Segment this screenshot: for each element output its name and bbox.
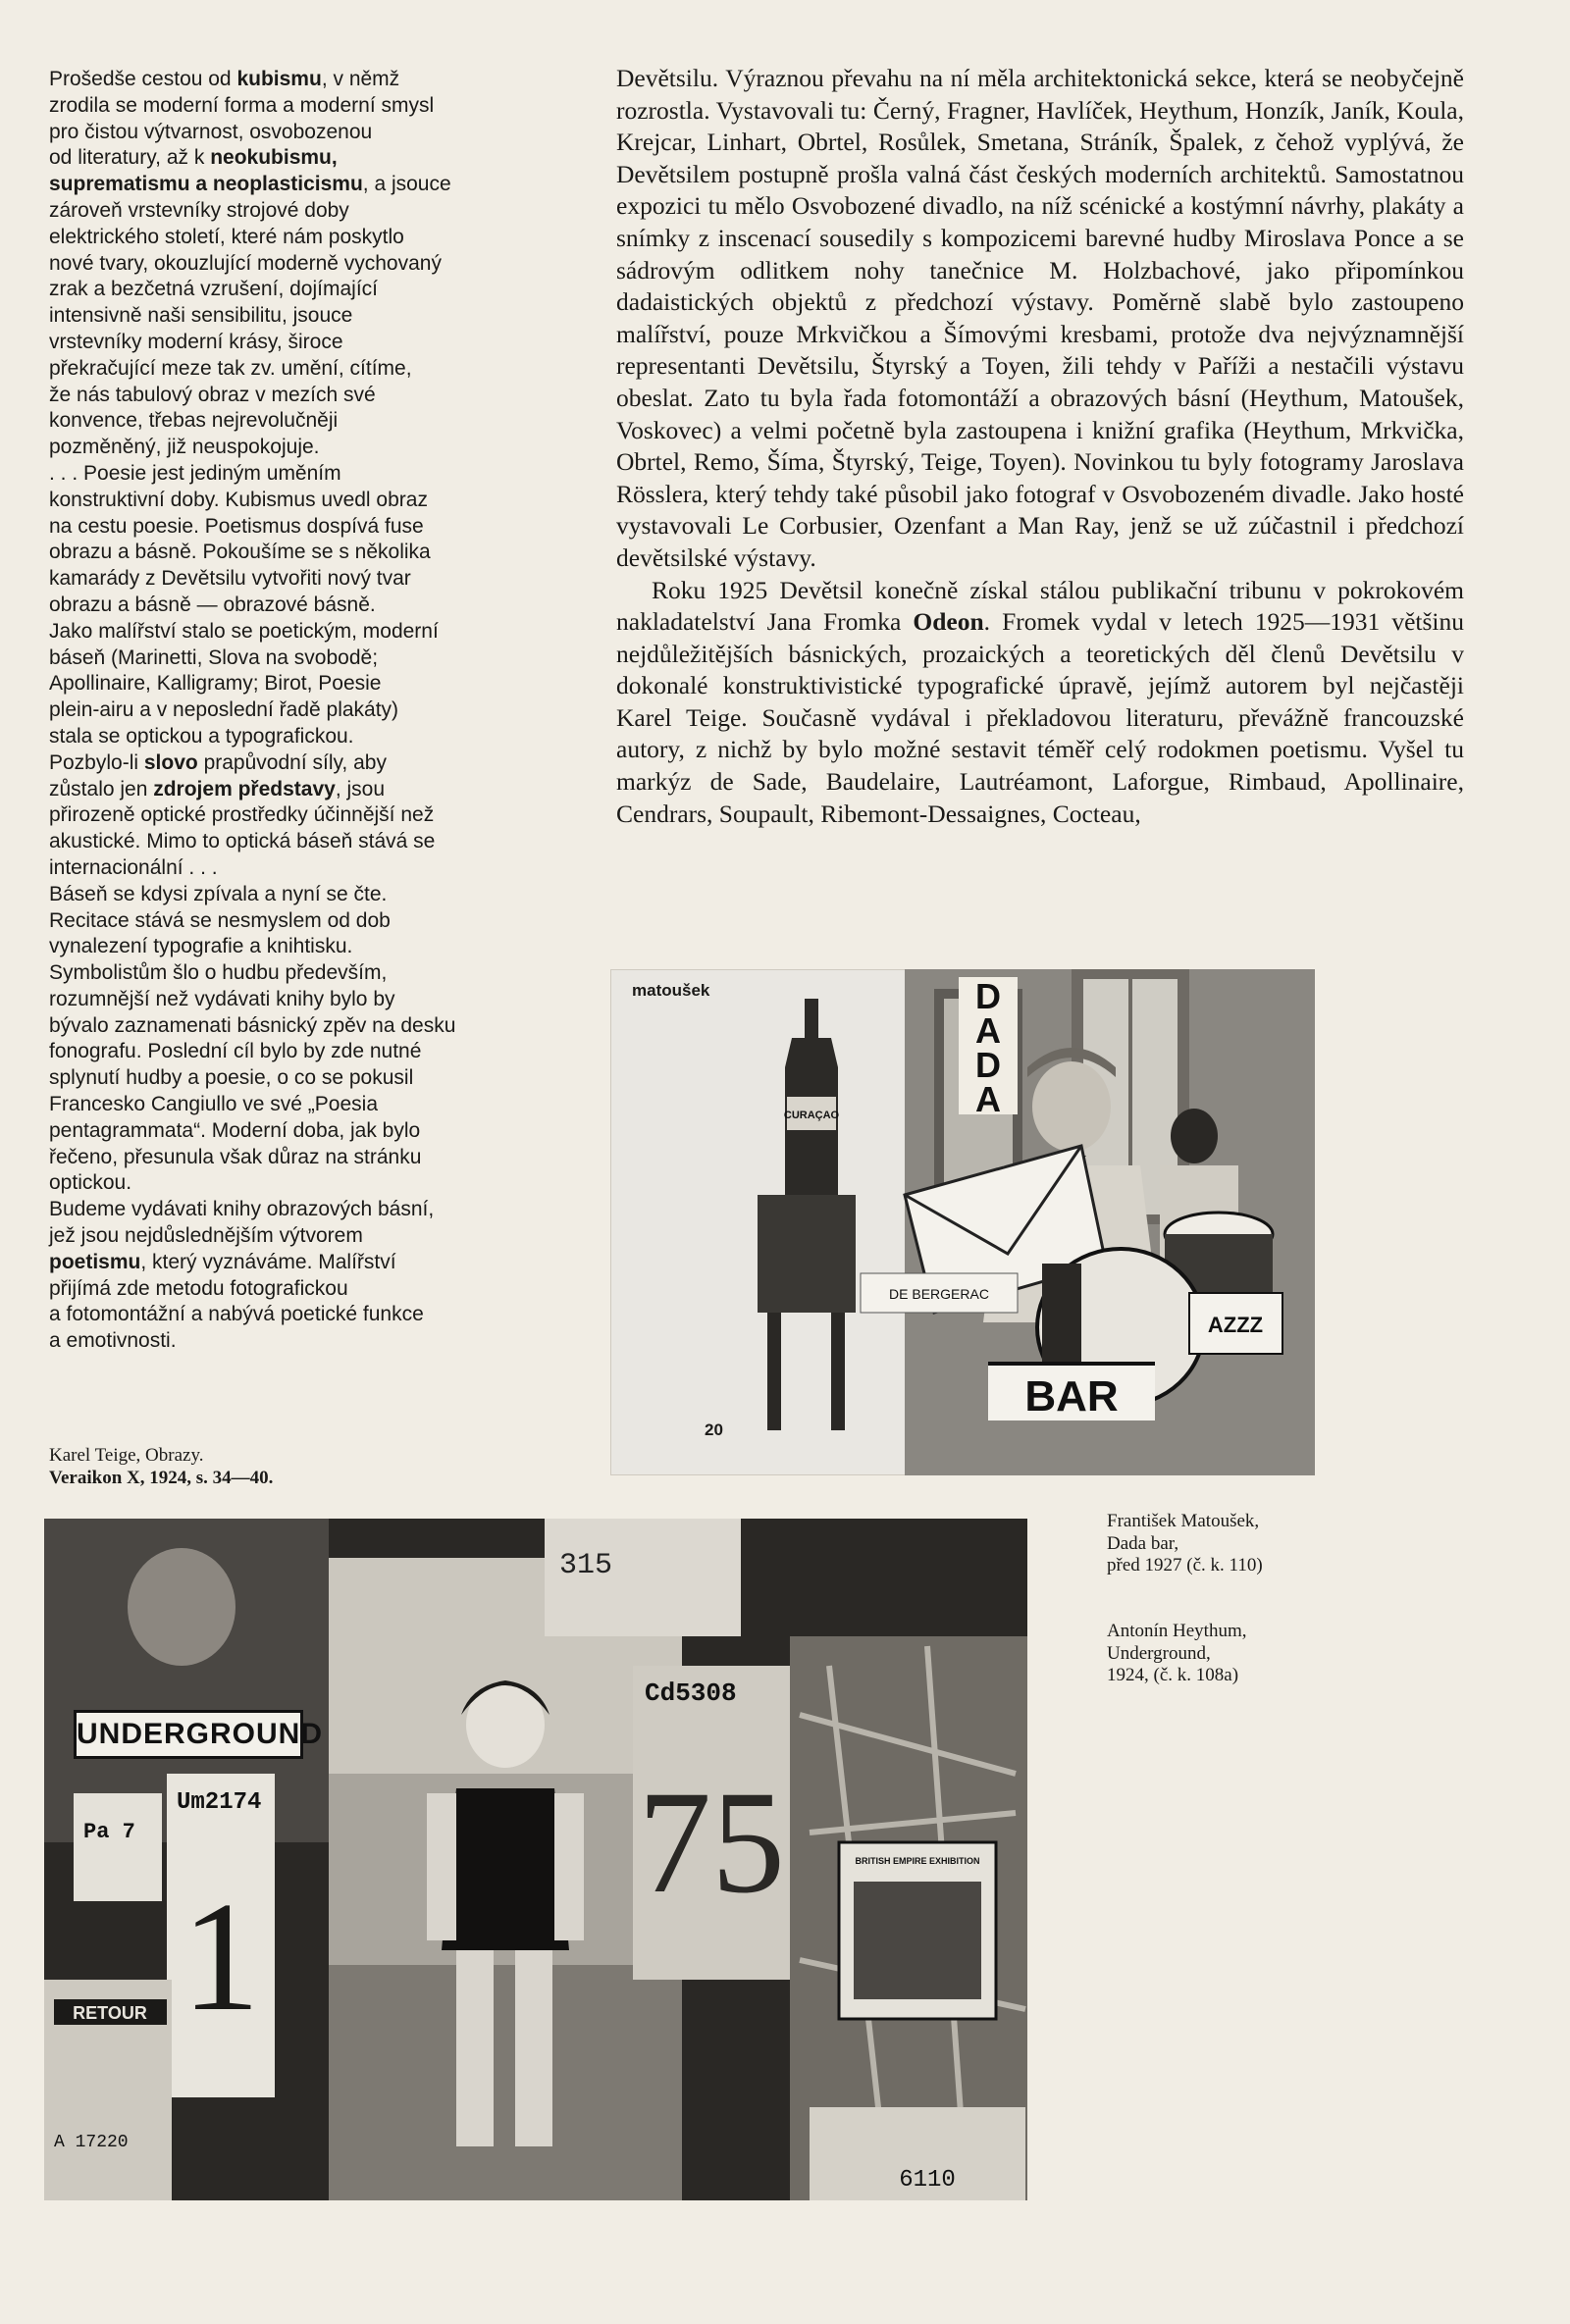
quote-text: Apollinaire, Kalligramy; Birot, Poesie <box>49 672 382 696</box>
quote-text: přirozeně optické prostředky účinnější než <box>49 803 435 827</box>
quote-text: optickou. <box>49 1171 132 1195</box>
quote-text: konvence, třebas nejrevolučněji <box>49 409 339 433</box>
quote-text: a emotivnosti. <box>49 1329 177 1353</box>
ticket-um-text: Um2174 <box>177 1789 262 1816</box>
quote-line <box>49 198 540 225</box>
bather-arm <box>427 1793 456 1940</box>
quote-line <box>49 93 540 120</box>
quote-text: Jako malířství stalo se poetickým, moderní <box>49 619 439 643</box>
quote-text: Prošedše cestou od <box>49 68 237 90</box>
plate-number: 20 <box>705 1420 723 1439</box>
underground-sign: UNDERGROUND <box>74 1710 303 1759</box>
quote-text: pro čistou výtvarnost, osvobozenou <box>49 120 373 143</box>
bather-leg <box>515 1950 552 2146</box>
quote-line <box>49 802 540 829</box>
quote-text: nové tvary, okouzlující moderně vychovaný <box>49 251 442 275</box>
quote-line <box>49 172 540 198</box>
quote-line <box>49 1223 540 1250</box>
quote-line <box>49 960 540 987</box>
quote-line <box>49 908 540 935</box>
quote-line <box>49 646 540 672</box>
main-paragraph-2-end: . Fromek vydal v letech 1925—1931 většinu nejdůležitějších básnických, prozaických a teoretických děl členů Devětsilu v dokonalé konstruktivistické typografické úpravě, jejímž autorem byl nejčastěji Karel Teige. Současně vydával i překladovou literaturu, převážně francouzské autory, z nichž by bylo možné sestavit téměř celý rodokmen poetismu. Vyšel tu markýz de Sade, Baudelaire, Lautréamont, Laforgue, Rimbaud, Apollinaire, Cendrars, Soupault, Ribemont-Dessaignes, Cocteau, <box>616 607 1465 828</box>
quote-text: že nás tabulový obraz v mezích své <box>49 383 376 406</box>
dada-letter: A <box>975 1010 1001 1051</box>
cyrano-text: DE BERGERAC <box>889 1286 989 1302</box>
quote-line <box>49 488 540 514</box>
quote-line <box>49 1197 540 1223</box>
quote-line <box>49 1039 540 1065</box>
underground-artwork <box>44 1519 1027 2200</box>
bottle-neck <box>805 999 818 1038</box>
seated-figure <box>758 1195 856 1313</box>
quote-text: Symbolistům šlo o hudbu především, <box>49 961 388 985</box>
quote-text: . . . Poesie jest jediným uměním <box>49 461 341 485</box>
quote-line <box>49 225 540 251</box>
man-face <box>1032 1061 1111 1152</box>
big-number: 75 <box>638 1761 785 1924</box>
ticket-pa-text: Pa 7 <box>83 1820 135 1844</box>
quote-line <box>49 435 540 461</box>
quote-text: kamarády z Devětsilu vytvořiti nový tvar <box>49 567 411 591</box>
dada-bar-collage <box>610 969 1315 1475</box>
quote-text: Budeme vydávati knihy obrazových básní, <box>49 1198 435 1221</box>
quote-emphasis: poetismu <box>49 1250 141 1273</box>
quote-text: Francesko Cangiullo ve své „Poesia <box>49 1093 378 1116</box>
quote-text: elektrického století, které nám poskytlo <box>49 225 404 248</box>
drummer-head <box>1171 1109 1218 1163</box>
quote-line <box>49 697 540 724</box>
main-paragraph-1: Devětsilu. Výraznou převahu na ní měla architektonická sekce, která se neobyčejně rozrostla. Vystavovali tu: Černý, Fragner, Havlíček, Heythum, Honzík, Janík, Koula, Krejcar, Linhart, Obrtel, Rosůlek, Smetana, Stráník, Špalek, z čehož vyplývá, že Devětsilem postupně prošla valná část českých moderních architektů. Samostatnou expozici tu mělo Osvobozené divadlo, na níž scénické a kostýmní návrhy, plakáty a snímky z inscenací sousedily s kompozicemi barevné hudby Miroslava Ponce a se sádrovým odlitkem nohy tanečnice M. Holzbachové, jako připomínkou dadaistických objektů z předchozí výstavy. Poměrně slabě bylo zastoupeno malířství, pouze Mrkvičkou a Šímovými kresbami, protože dva nejvýznamnější representanti Devětsilu, Štyrský a Toyen, žili tehdy v Paříži a nestačili výstavu obeslat. Zato tu byla řada fotomontáží a obrazových básní (Heythum, Matoušek, Voskovec) a velmi početně byla zastoupena i knižní grafika (Heythum, Mrkvička, Obrtel, Remo, Šíma, Štyrský, Teige, Toyen). Novinkou tu byly fotogramy Jaroslava Rösslera, který tehdy také působil jako fotograf v Osvobozeném divadle. Jako hosté vystavovali Le Corbusier, Ozenfant a Man Ray, jenž se už zúčastnil i předchozí devětsilské výstavy. <box>616 64 1464 572</box>
ticket-cd-text: Cd5308 <box>645 1678 737 1708</box>
quote-text: stala se optickou a typografickou. <box>49 724 354 748</box>
quote-line <box>49 540 540 566</box>
source-author: Karel Teige, Obrazy. <box>49 1445 204 1466</box>
quote-line <box>49 934 540 960</box>
quote-line <box>49 829 540 855</box>
stamp-text: BRITISH EMPIRE EXHIBITION <box>855 1856 980 1866</box>
quote-text: prapůvodní síly, aby <box>197 750 387 774</box>
quote-line <box>49 1302 540 1328</box>
quote-line <box>49 1170 540 1197</box>
quote-text: splynutí hudby a poesie, o co se pokusil <box>49 1066 414 1090</box>
quote-line <box>49 1118 540 1145</box>
quote-line <box>49 855 540 882</box>
quote-text: překračující meze tak zv. umění, cítíme, <box>49 356 412 380</box>
quote-line <box>49 1013 540 1040</box>
quote-line <box>49 251 540 278</box>
bottom-right-text: 6110 <box>899 2167 956 2194</box>
quote-line <box>49 777 540 803</box>
chair-leg <box>831 1313 845 1430</box>
quote-line <box>49 671 540 697</box>
quote-emphasis: neokubismu, <box>210 146 338 170</box>
quote-text: , v němž <box>321 68 400 90</box>
bar-text: BAR <box>1024 1372 1119 1420</box>
dada-letter: A <box>975 1079 1001 1119</box>
source-publication: Veraikon X, 1924, s. 34—40. <box>49 1468 274 1488</box>
quote-text: pozměněný, již neuspokojuje. <box>49 436 320 459</box>
quote-text: Báseň se kdysi zpívala a nyní se čte. <box>49 882 388 905</box>
quote-text: , a jsouce <box>362 173 451 196</box>
quote-text: intensivně naši sensibilitu, jsouce <box>49 304 353 328</box>
main-paragraph-2 <box>616 575 1464 831</box>
quote-text: báseň (Marinetti, Slova na svobodě; <box>49 646 379 669</box>
quote-line <box>49 1145 540 1171</box>
quote-text: zůstalo jen <box>49 777 154 800</box>
quote-line <box>49 120 540 146</box>
quote-text: , jsou <box>335 777 386 800</box>
quote-text: internacionální . . . <box>49 855 218 879</box>
quote-line <box>49 408 540 435</box>
quote-line <box>49 1328 540 1355</box>
quote-text: plein-airu a v neposlední řadě plakáty) <box>49 698 399 722</box>
stamp-lion <box>854 1882 981 1999</box>
quote-emphasis: kubismu <box>236 68 322 90</box>
quote-line <box>49 724 540 750</box>
odeon-term: Odeon <box>913 607 984 637</box>
quote-line <box>49 303 540 330</box>
ticket-a-text: A 17220 <box>54 2133 129 2152</box>
bottle-label-text: CURAÇAO <box>783 1110 840 1121</box>
quote-line <box>49 619 540 646</box>
quote-text: , který vyznáváme. Malířství <box>140 1250 396 1273</box>
retour-text: RETOUR <box>73 2003 147 2023</box>
ticket-315-text: 315 <box>559 1549 613 1582</box>
teige-quote <box>49 67 540 1355</box>
dada-letter: D <box>975 976 1001 1016</box>
quote-line <box>49 461 540 488</box>
caption-author: František Matoušek, <box>1107 1511 1260 1531</box>
quote-text: řečeno, přesunula však důraz na stránku <box>49 1145 422 1168</box>
quote-line <box>49 330 540 356</box>
dada-bar-artwork <box>610 969 1315 1475</box>
quote-source <box>49 1444 540 1489</box>
bather-leg <box>456 1950 494 2146</box>
quote-line <box>49 987 540 1013</box>
bather-arm <box>554 1793 584 1940</box>
jazz-text: AZZZ <box>1207 1313 1264 1337</box>
quote-text: bývalo zaznamenati básnický zpěv na desku <box>49 1013 456 1037</box>
quote-text: od literatury, až k <box>49 146 211 170</box>
quote-line <box>49 145 540 172</box>
quote-text: jež jsou nejdůslednějším výtvorem <box>49 1224 363 1248</box>
quote-line <box>49 67 540 93</box>
quote-text: na cestu poesie. Poetismus dospívá fuse <box>49 514 424 538</box>
quote-text: vynalezení typografie a knihtisku. <box>49 935 353 958</box>
caption-title: Dada bar, <box>1107 1532 1179 1554</box>
quote-line <box>49 514 540 541</box>
main-text <box>616 63 1464 830</box>
caption-title: Underground, <box>1107 1642 1211 1664</box>
caption-date: 1924, (č. k. 108a) <box>1107 1665 1239 1685</box>
quote-line <box>49 1276 540 1303</box>
quote-line <box>49 882 540 908</box>
quote-emphasis: slovo <box>143 750 198 774</box>
quote-text: zrodila se moderní forma a moderní smysl <box>49 93 435 117</box>
quote-text: konstruktivní doby. Kubismus uvedl obraz <box>49 488 428 511</box>
quote-text: obrazu a básně. Pokoušíme se s několika <box>49 541 431 564</box>
main-paragraph-2-start: Roku 1925 Devětsil konečně získal stálou publikační tribunu v pokrokovém nakladatelství Jana Fromka <box>616 575 1464 637</box>
quote-text: obrazu a básně — obrazové básně. <box>49 593 376 616</box>
quote-line <box>49 1065 540 1092</box>
quote-text: fonografu. Poslední cíl bylo by zde nutné <box>49 1040 422 1063</box>
caption-dada-bar <box>1107 1511 1342 1577</box>
dada-letter: D <box>975 1045 1001 1085</box>
quote-text: Pozbylo-li <box>49 750 144 774</box>
ticket-big-one: 1 <box>182 1869 260 2043</box>
shadow-figure-head <box>128 1548 236 1666</box>
bathing-suit <box>442 1788 569 1950</box>
quote-text: pentagrammata“. Moderní doba, jak bylo <box>49 1118 421 1142</box>
quote-line <box>49 566 540 593</box>
quote-text: zrak a bezčetná vzrušení, dojímající <box>49 278 378 301</box>
quote-text: akustické. Mimo to optická báseň stává se <box>49 830 436 853</box>
ticket-pa <box>74 1793 162 1901</box>
quote-text: vrstevníky moderní krásy, široce <box>49 330 343 353</box>
quote-line <box>49 1250 540 1276</box>
quote-text: přijímá zde metodu fotografickou <box>49 1276 348 1300</box>
underground-collage <box>44 1519 1027 2200</box>
quote-line <box>49 356 540 383</box>
quote-line <box>49 383 540 409</box>
bass-drum-shell <box>1042 1264 1081 1371</box>
quote-text: a fotomontážní a nabývá poetické funkce <box>49 1303 424 1326</box>
artist-stamp: matoušek <box>632 981 710 1000</box>
quote-text: Recitace stává se nesmyslem od dob <box>49 908 391 932</box>
quote-line <box>49 1092 540 1118</box>
caption-author: Antonín Heythum, <box>1107 1621 1247 1641</box>
quote-text: zároveň vrstevníky strojové doby <box>49 198 349 222</box>
quote-emphasis: suprematismu a neoplasticismu <box>49 173 363 196</box>
quote-text: rozumnější než vydávati knihy bylo by <box>49 987 395 1010</box>
caption-underground <box>1107 1621 1342 1687</box>
quote-emphasis: zdrojem představy <box>153 777 336 800</box>
chair-leg <box>767 1313 781 1430</box>
quote-line <box>49 593 540 619</box>
sand <box>329 1965 682 2200</box>
quote-line <box>49 750 540 777</box>
quote-line <box>49 277 540 303</box>
caption-date: před 1927 (č. k. 110) <box>1107 1555 1263 1575</box>
